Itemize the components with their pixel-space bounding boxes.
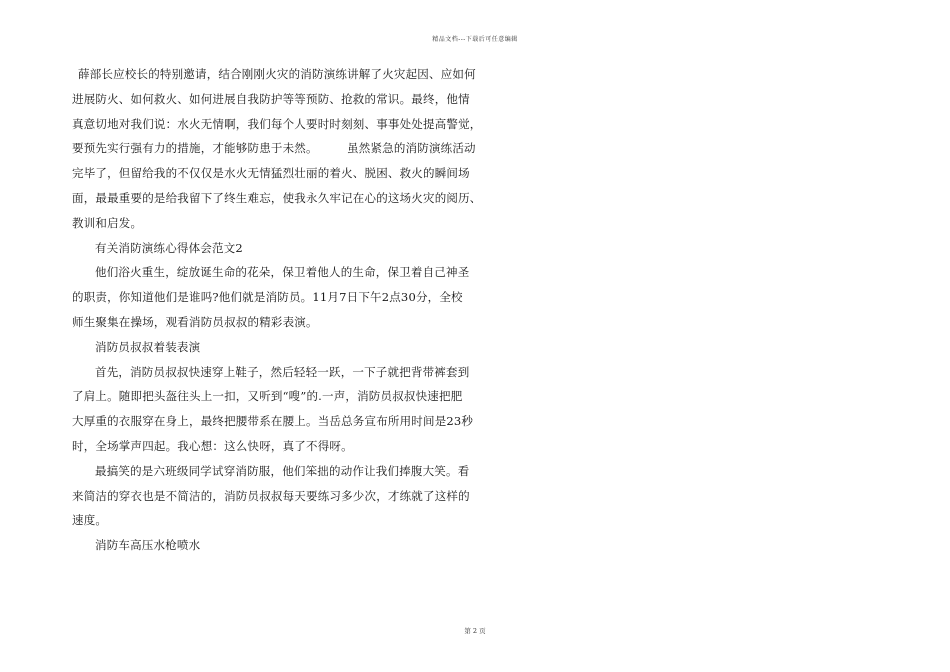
document-body <box>72 62 482 558</box>
paragraph-line: 大厚重的衣服穿在身上，最终把腰带系在腰上。当岳总务宣布所用时间是23秒 <box>72 414 474 429</box>
paragraph-line: 他们浴火重生，绽放诞生命的花朵，保卫着他人的生命，保卫着自己神圣 <box>95 265 470 280</box>
section-heading: 消防员叔叔着装表演 <box>95 339 201 354</box>
paragraph-line: 来简洁的穿衣也是不简洁的，消防员叔叔每天要练习多少次，才练就了这样的 <box>72 488 470 503</box>
paragraph-line: 薛部长应校长的特别邀请，结合刚刚火灾的消防演练讲解了火灾起因、应如何 <box>78 67 476 81</box>
paragraph-line: 了肩上。随即把头盔往头上一扣，又听到“嗖”的.一声，消防员叔叔快速把肥 <box>72 389 463 404</box>
paragraph-line: 时，全场掌声四起。我心想：这么快呀，真了不得呀。 <box>72 438 353 453</box>
paragraph-line: 面，最最重要的是给我留下了终生难忘，使我永久牢记在心的这场火灾的阅历、 <box>72 190 482 205</box>
page-number: 第 2 页 <box>464 627 486 635</box>
paragraph-line: 真意切地对我们说：水火无情啊，我们每个人要时时刻刻、事事处处提高警觉， <box>72 116 482 131</box>
paragraph-line: 首先，消防员叔叔快速穿上鞋子，然后轻轻一跃，一下子就把背带裤套到 <box>95 364 470 379</box>
section-heading: 有关消防演练心得体会范文2 <box>95 240 243 255</box>
paragraph-line: 最搞笑的是六班级同学试穿消防服，他们笨拙的动作让我们捧腹大笑。看 <box>95 463 470 478</box>
paragraph-line: 要预先实行强有力的措施，才能够防患于未然。 虽然紧急的消防演练活动 <box>72 141 476 156</box>
paragraph-line: 速度。 <box>72 513 108 528</box>
paragraph-line: 师生聚集在操场，观看消防员叔叔的精彩表演。 <box>72 314 318 329</box>
paragraph-line: 完毕了，但留给我的不仅仅是水火无情猛烈壮丽的着火、脱困、救火的瞬间场 <box>72 166 470 181</box>
paragraph-line: 教训和启发。 <box>72 215 143 230</box>
paragraph-line: 的职责，你知道他们是谁吗?他们就是消防员。11月7日下午2点30分，全校 <box>72 290 463 305</box>
paragraph-line: 进展防火、如何救火、如何进展自我防护等等预防、抢救的常识。最终，他情 <box>72 91 470 106</box>
section-heading: 消防车高压水枪喷水 <box>95 538 201 553</box>
page-header: 精品文档---下载后可任意编辑 <box>432 36 518 43</box>
